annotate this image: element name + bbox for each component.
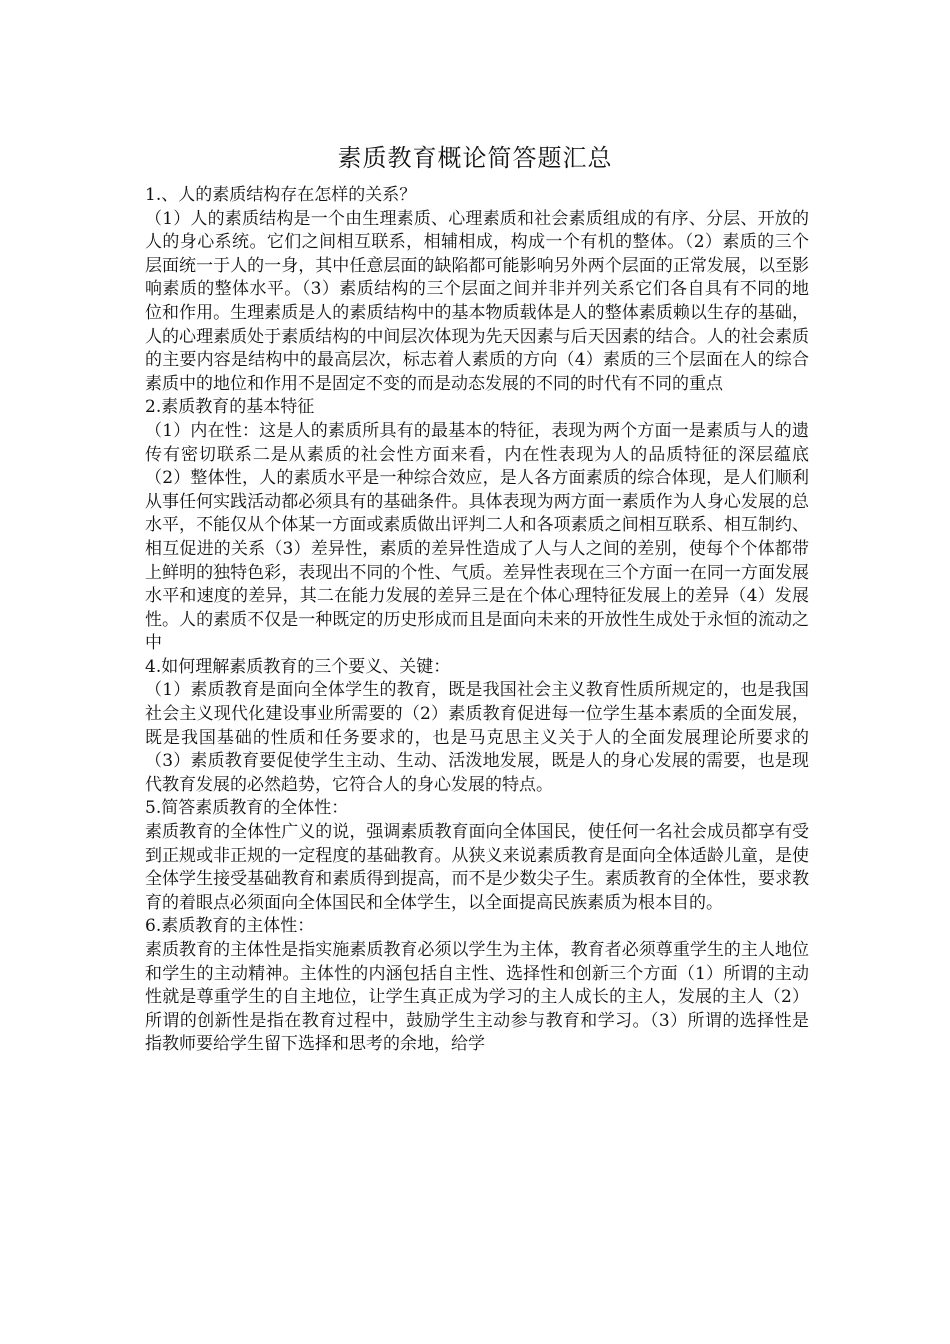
answer-1: （1）人的素质结构是一个由生理素质、心理素质和社会素质组成的有序、分层、开放的人的身心系统。它们之间相互联系，相辅相成，构成一个有机的整体。（2）素质的三个层面统一于人的一身，其中任意层面的缺陷都可能影响另外两个层面的正常发展，以至影响素质的整体水平。（3）素质结构的三个层面之间并非并列关系它们各自具有不同的地位和作用。生理素质是人的素质结构中的基本物质载体是人的整体素质赖以生存的基础，人的心理素质处于素质结构的中间层次体现为先天因素与后天因素的结合。人的社会素质的主要内容是结构中的最高层次，标志着人素质的方向（4）素质的三个层面在人的综合素质中的地位和作用不是固定不变的而是动态发展的不同的时代有不同的重点 [145,208,809,394]
document-title: 素质教育概论简答题汇总 [337,144,613,172]
document-body [145,184,809,1057]
answer-5: 素质教育的全体性广义的说，强调素质教育面向全体国民，使任何一名社会成员都享有受到正规或非正规的一定程度的基础教育。从狭义来说素质教育是面向全体适龄儿童，是使全体学生接受基础教育和素质得到提高，而不是少数尖子生。素质教育的全体性，要求教育的着眼点必须面向全体国民和全体学生，以全面提高民族素质为根本目的。 [145,822,809,913]
answer-2: （1）内在性：这是人的素质所具有的最基本的特征，表现为两个方面一是素质与人的遗传有密切联系二是从素质的社会性方面来看，内在性表现为人的品质特征的深层蕴底（2）整体性，人的素质水平是一种综合效应，是人各方面素质的综合体现，是人们顺利从事任何实践活动都必须具有的基础条件。具体表现为两方面一素质作为人身心发展的总水平，不能仅从个体某一方面或素质做出评判二人和各项素质之间相互联系、相互制约、相互促进的关系（3）差异性，素质的差异性造成了人与人之间的差别，使每个个体都带上鲜明的独特色彩，表现出不同的个性、气质。差异性表现在三个方面一在同一方面发展水平和速度的差异，其二在能力发展的差异三是在个体心理特征发展上的差异（4）发展性。人的素质不仅是一种既定的历史形成而且是面向未来的开放性生成处于永恒的流动之中 [145,420,809,654]
answer-6: 素质教育的主体性是指实施素质教育必须以学生为主体，教育者必须尊重学生的主人地位和学生的主动精神。主体性的内涵包括自主性、选择性和创新三个方面（1）所谓的主动性就是尊重学生的自主地位，让学生真正成为学习的主人成长的主人，发展的主人（2）所谓的创新性是指在教育过程中，鼓励学生主动参与教育和学习。（3）所谓的选择性是指教师要给学生留下选择和思考的余地，给学 [145,940,809,1055]
answer-4: （1）素质教育是面向全体学生的教育，既是我国社会主义教育性质所规定的，也是我国社会主义现代化建设事业所需要的（2）素质教育促进每一位学生基本素质的全面发展，既是我国基础的性质和任务要求的，也是马克思主义关于人的全面发展理论所要求的（3）素质教育要促使学生主动、生动、活泼地发展，既是人的身心发展的需要，也是现代教育发展的必然趋势，它符合人的身心发展的特点。 [145,680,809,795]
question-5: 5.简答素质教育的全体性： [145,798,349,819]
question-2: 2.素质教育的基本特征 [145,397,315,418]
question-6: 6.素质教育的主体性： [145,916,315,937]
question-4: 4.如何理解素质教育的三个要义、关键： [145,656,451,677]
question-1: 1.、人的素质结构存在怎样的关系？ [145,185,417,205]
